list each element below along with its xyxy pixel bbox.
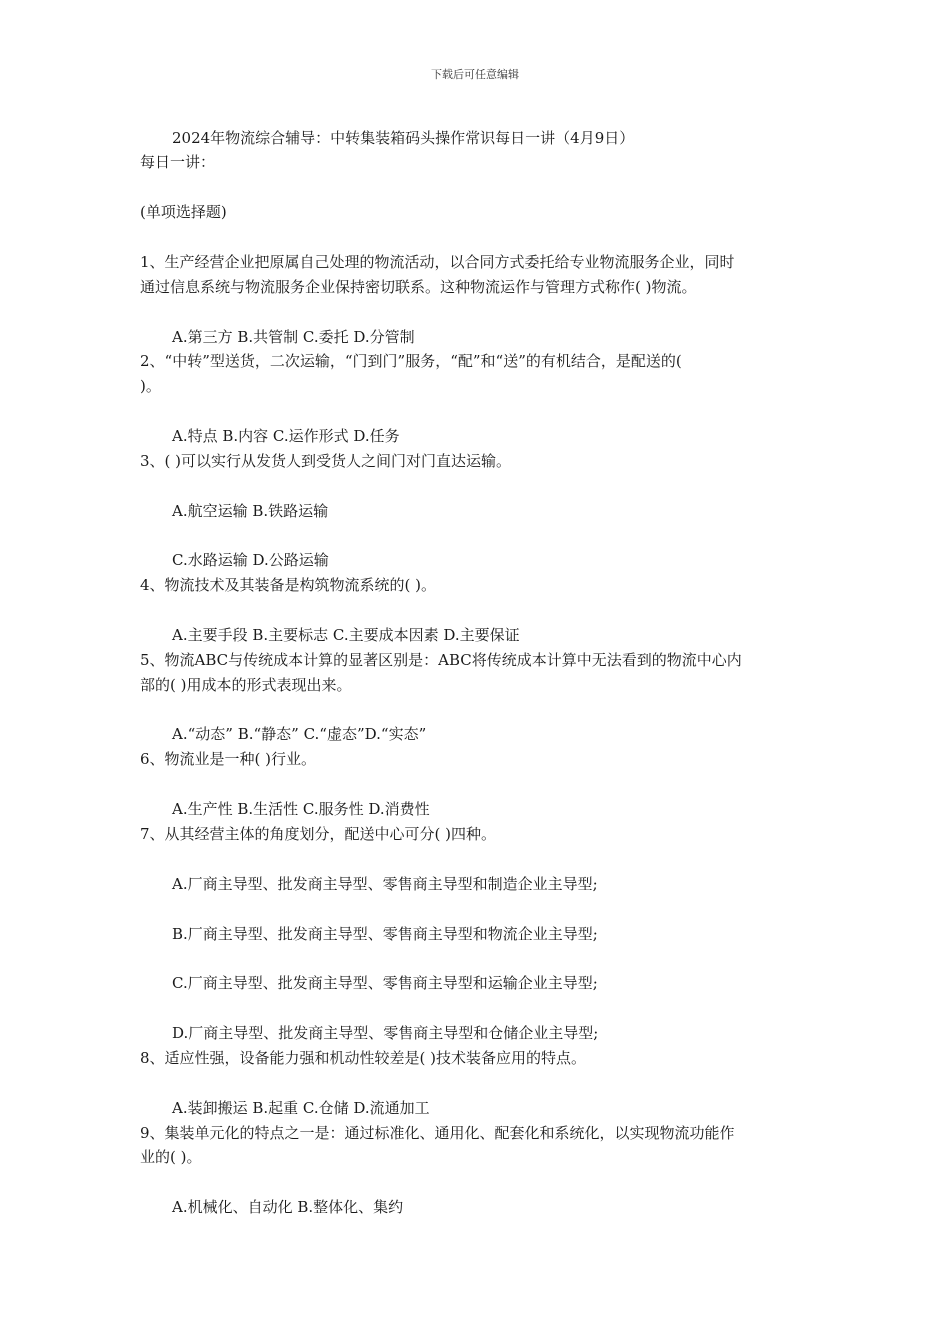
question-6-options: A.生产性 B.生活性 C.服务性 D.消费性 xyxy=(172,800,430,818)
question-1-options: A.第三方 B.共管制 C.委托 D.分管制 xyxy=(172,328,415,346)
question-4-stem: 4、物流技术及其装备是构筑物流系统的( )。 xyxy=(140,576,437,594)
question-5-stem-line-1: 5、物流ABC与传统成本计算的显著区别是：ABC将传统成本计算中无法看到的物流中心内 xyxy=(140,651,742,669)
question-3-options-line-1: A.航空运输 B.铁路运输 xyxy=(172,502,329,520)
question-7-stem: 7、从其经营主体的角度划分，配送中心可分( )四种。 xyxy=(140,825,497,843)
question-3-options-line-2: C.水路运输 D.公路运输 xyxy=(172,551,329,569)
question-5-options: A.“动态” B.“静态” C.“虚态”D.“实态” xyxy=(172,725,427,743)
question-7-option-b: B.厂商主导型、批发商主导型、零售商主导型和物流企业主导型; xyxy=(172,925,598,943)
question-2-stem-line-2: )。 xyxy=(140,377,161,395)
question-9-stem-line-2: 业的( )。 xyxy=(140,1148,202,1166)
question-9-options: A.机械化、自动化 B.整体化、集约 xyxy=(172,1198,404,1216)
question-7-option-c: C.厂商主导型、批发商主导型、零售商主导型和运输企业主导型; xyxy=(172,974,598,992)
question-5-stem-line-2: 部的( )用成本的形式表现出来。 xyxy=(140,676,352,694)
question-8-stem: 8、适应性强，设备能力强和机动性较差是( )技术装备应用的特点。 xyxy=(140,1049,587,1067)
question-4-options: A.主要手段 B.主要标志 C.主要成本因素 D.主要保证 xyxy=(172,626,520,644)
question-2-options: A.特点 B.内容 C.运作形式 D.任务 xyxy=(172,427,400,445)
section-heading: (单项选择题) xyxy=(140,203,227,221)
question-7-option-a: A.厂商主导型、批发商主导型、零售商主导型和制造企业主导型; xyxy=(172,875,598,893)
question-1-stem-line-1: 1、生产经营企业把原属自己处理的物流活动，以合同方式委托给专业物流服务企业，同时 xyxy=(140,253,735,271)
question-8-options: A.装卸搬运 B.起重 C.仓储 D.流通加工 xyxy=(172,1099,430,1117)
question-1-stem-line-2: 通过信息系统与物流服务企业保持密切联系。这种物流运作与管理方式称作( )物流。 xyxy=(140,278,697,296)
page-header: 下载后可任意编辑 xyxy=(431,68,519,81)
document-title: 2024年物流综合辅导：中转集装箱码头操作常识每日一讲（4月9日） xyxy=(172,129,635,147)
question-2-stem-line-1: 2、“中转”型送货，二次运输，“门到门”服务，“配”和“送”的有机结合，是配送的( xyxy=(140,352,682,370)
question-9-stem-line-1: 9、集装单元化的特点之一是：通过标准化、通用化、配套化和系统化，以实现物流功能作 xyxy=(140,1124,735,1142)
question-7-option-d: D.厂商主导型、批发商主导型、零售商主导型和仓储企业主导型; xyxy=(172,1024,599,1042)
question-6-stem: 6、物流业是一种( )行业。 xyxy=(140,750,317,768)
intro-text: 每日一讲： xyxy=(140,153,216,171)
question-3-stem: 3、( )可以实行从发货人到受货人之间门对门直达运输。 xyxy=(140,452,512,470)
